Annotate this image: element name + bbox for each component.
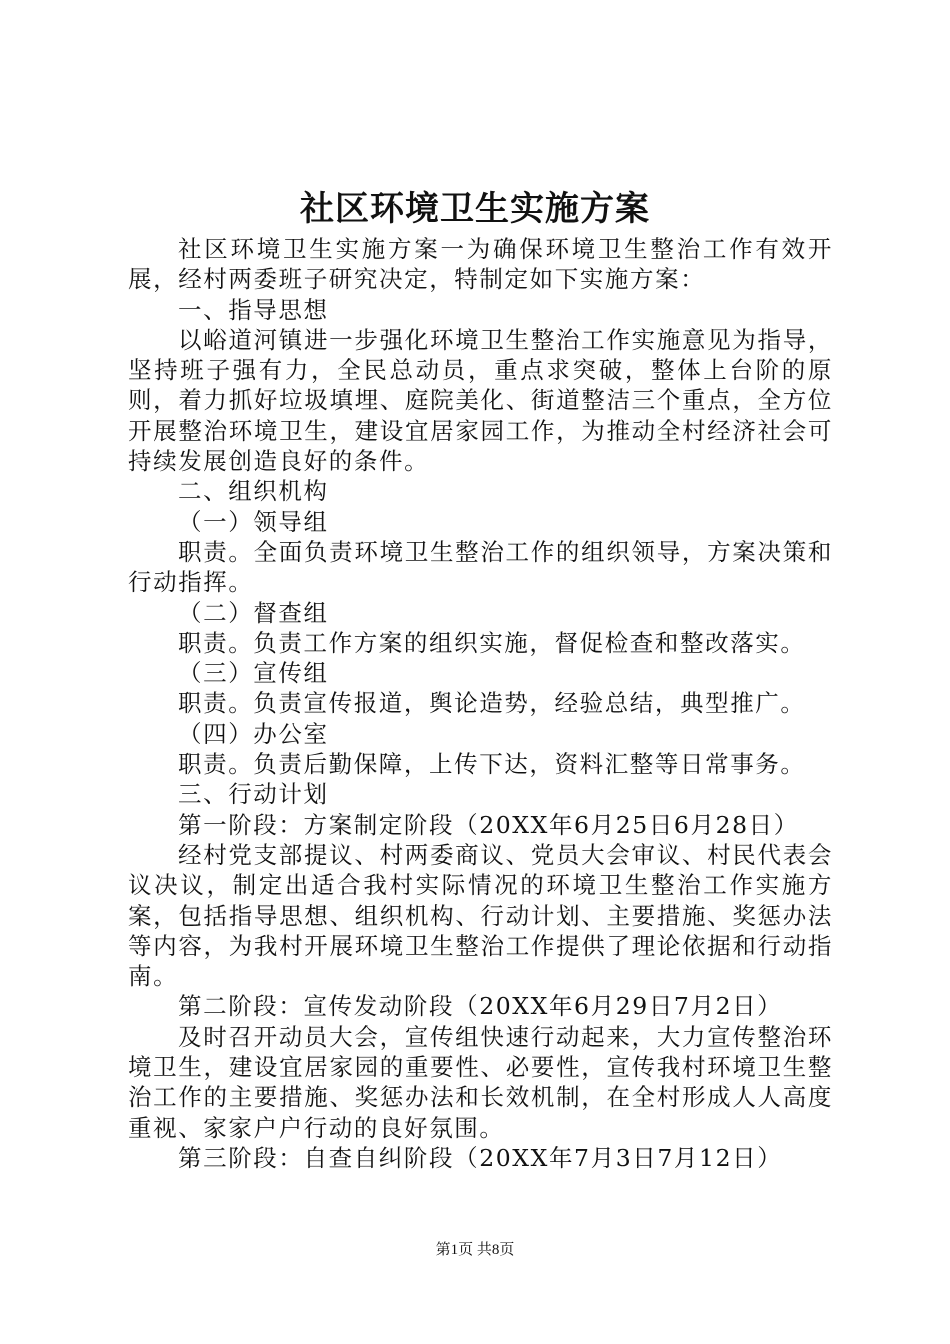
office-duties-paragraph: 职责。负责后勤保障，上传下达，资料汇整等日常事务。 — [178, 750, 806, 779]
section-heading-action-plan: 三、行动计划 — [178, 780, 329, 809]
phase-one-paragraph: 经村党支部提议、村两委商议、党员大会审议、村民代表会议决议，制定出适合我村实际情况的环境卫生整治工作实施方案，包括指导思想、组织机构、行动计划、主要措施、奖惩办法等内容，为我村开展环境卫生整治工作提供了理论依据和行动指南。 — [128, 840, 833, 991]
leadership-duties-paragraph: 职责。全面负责环境卫生整治工作的组织领导，方案决策和行动指挥。 — [128, 537, 833, 597]
page-footer: 第1页 共8页 — [435, 1242, 515, 1258]
section-heading-guiding-ideology: 一、指导思想 — [178, 295, 329, 324]
subheading-publicity-group: （三）宣传组 — [178, 659, 329, 688]
document-body — [128, 234, 833, 1173]
guiding-ideology-paragraph: 以峪道河镇进一步强化环境卫生整治工作实施意见为指导，坚持班子强有力，全民总动员，重点求突破，整体上台阶的原则，着力抓好垃圾填埋、庭院美化、街道整洁三个重点，全方位开展整治环境卫生，建设宜居家园工作，为推动全村经济社会可持续发展创造良好的条件。 — [128, 325, 833, 476]
phase-three-heading: 第三阶段：自查自纠阶段（20XX年7月3日7月12日） — [178, 1143, 783, 1172]
phase-two-paragraph: 及时召开动员大会，宣传组快速行动起来，大力宣传整治环境卫生，建设宜居家园的重要性、必要性，宣传我村环境卫生整治工作的主要措施、奖惩办法和长效机制，在全村形成人人高度重视、家家户户行动的良好氛围。 — [128, 1022, 833, 1142]
subheading-inspection-group: （二）督查组 — [178, 598, 329, 627]
phase-one-heading: 第一阶段：方案制定阶段（20XX年6月25日6月28日） — [178, 810, 799, 839]
publicity-duties-paragraph: 职责。负责宣传报道，舆论造势，经验总结，典型推广。 — [178, 689, 806, 718]
subheading-leadership-group: （一）领导组 — [178, 507, 329, 536]
subheading-office: （四）办公室 — [178, 719, 329, 748]
phase-two-heading: 第二阶段：宣传发动阶段（20XX年6月29日7月2日） — [178, 992, 783, 1021]
intro-paragraph: 社区环境卫生实施方案一为确保环境卫生整治工作有效开展，经村两委班子研究决定，特制定如下实施方案： — [128, 235, 833, 294]
inspection-duties-paragraph: 职责。负责工作方案的组织实施，督促检查和整改落实。 — [178, 628, 806, 657]
section-heading-organization: 二、组织机构 — [178, 477, 329, 506]
document-title: 社区环境卫生实施方案 — [300, 189, 650, 229]
